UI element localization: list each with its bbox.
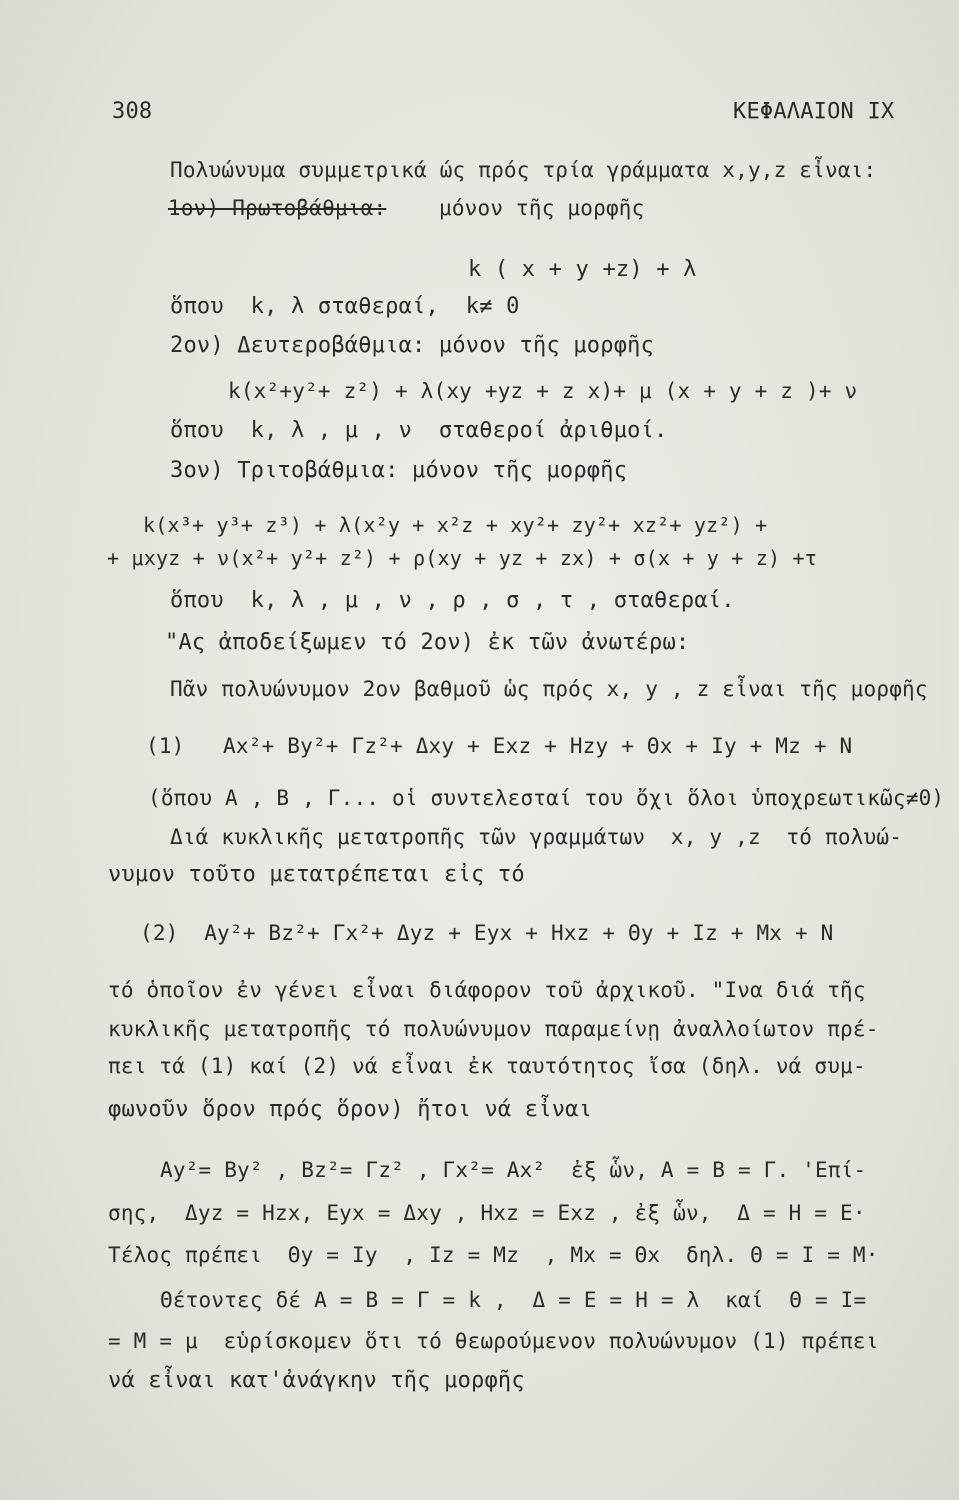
text-line-8: "Ας ἀποδείξωμεν τό 2ον) ἐκ τῶν ἀνωτέρω: [165, 630, 690, 655]
text-line-7: ὅπου k, λ , μ , ν , ρ , σ , τ , σταθεραί. [170, 588, 735, 613]
text-line-22: νά εἶναι κατ'ἀνάγκην τῆς μορφῆς [108, 1368, 525, 1393]
text-line-6: 3ον) Τριτοβάθμια: μόνον τῆς μορφῆς [170, 458, 628, 483]
text-line-19: Τέλος πρέπει Θy = Iy , Iz = Mz , Mx = Θx δηλ. Θ = I = M· [108, 1243, 879, 1267]
formula-line-4: + μxyz + ν(x²+ y²+ z²) + ρ(xy + yz + zx) + σ(x + y + z) +τ [107, 546, 817, 570]
formula-line-5: (1) Ax²+ By²+ Γz²+ Δxy + Exz + Hzy + Θx + Iy + Mz + N [146, 734, 853, 758]
text-line-5: ὅπου k, λ , μ , ν σταθεροί ἀριθμοί. [170, 418, 668, 443]
text-line-17: Ay²= By² , Bz²= Γz² , Γx²= Ax² ἐξ ὧν, A = B = Γ. 'Επί- [160, 1158, 867, 1182]
text-line-15: πει τά (1) καί (2) νά εἶναι ἐκ ταυτότητος ἴσα (δηλ. νά συμ- [108, 1054, 866, 1078]
chapter-title: ΚΕΦΑΛΑΙΟΝ ΙΧ [733, 99, 895, 124]
text-line-20: Θέτοντες δέ A = B = Γ = k , Δ = E = H = λ καί Θ = I= [160, 1288, 867, 1312]
formula-line-6: (2) Ay²+ Bz²+ Γx²+ Δyz + Eyx + Hxz + Θy + Iz + Mx + N [140, 921, 834, 945]
text-line-9: Πᾶν πολυώνυμον 2ον βαθμοῦ ὡς πρός x, y , z εἶναι τῆς μορφῆς [170, 677, 928, 701]
text-line-4: 2ον) Δευτεροβάθμια: μόνον τῆς μορφῆς [170, 333, 655, 358]
text-line-11: Διά κυκλικῆς μετατροπῆς τῶν γραμμάτων x, y ,z τό πολυώ- [170, 825, 903, 849]
page-number: 308 [112, 99, 153, 124]
text-line-3: ὅπου k, λ σταθεραί, k≠ 0 [170, 294, 520, 319]
struck-heading: 1ον) Πρωτοβάθμια: [168, 196, 387, 220]
text-line-16: φωνοῦν ὅρον πρός ὅρον) ἤτοι νά εἶναι [108, 1097, 593, 1122]
text-line-10: (ὅπου A , B , Γ... οἱ συντελεσταί του ὄχι ὅλοι ὑποχρεωτικῶς≠0) [148, 786, 945, 810]
formula-line-1: k ( x + y +z) + λ [468, 257, 697, 282]
text-line-21: = M = μ εὑρίσκομεν ὅτι τό θεωρούμενον πολυώνυμον (1) πρέπει [108, 1329, 879, 1353]
text-line-1: Πολυώνυμα συμμετρικά ώς πρός τρία γράμματα x,y,z εἶναι: [170, 158, 877, 182]
text-line-12: νυμον τοῦτο μετατρέπεται εἰς τό [108, 862, 525, 887]
text-line-13: τό ὁποῖον ἐν γένει εἶναι διάφορον τοῦ ἀρχικοῦ. "Ινα διά τῆς [108, 978, 866, 1002]
formula-line-3: k(x³+ y³+ z³) + λ(x²y + x²z + xy²+ zy²+ xz²+ yz²) + [143, 513, 768, 537]
formula-line-2: k(x²+y²+ z²) + λ(xy +yz + z x)+ μ (x + y + z )+ ν [228, 379, 858, 403]
text-line-14: κυκλικῆς μετατροπῆς τό πολυώνυμον παραμείνῃ ἀναλλοίωτον πρέ- [108, 1017, 879, 1041]
text-line-2: μόνον τῆς μορφῆς [439, 196, 645, 220]
text-line-18: σης, Δyz = Hzx, Eyx = Δxy , Hxz = Exz , ἐξ ὧν, Δ = H = E· [108, 1201, 866, 1225]
